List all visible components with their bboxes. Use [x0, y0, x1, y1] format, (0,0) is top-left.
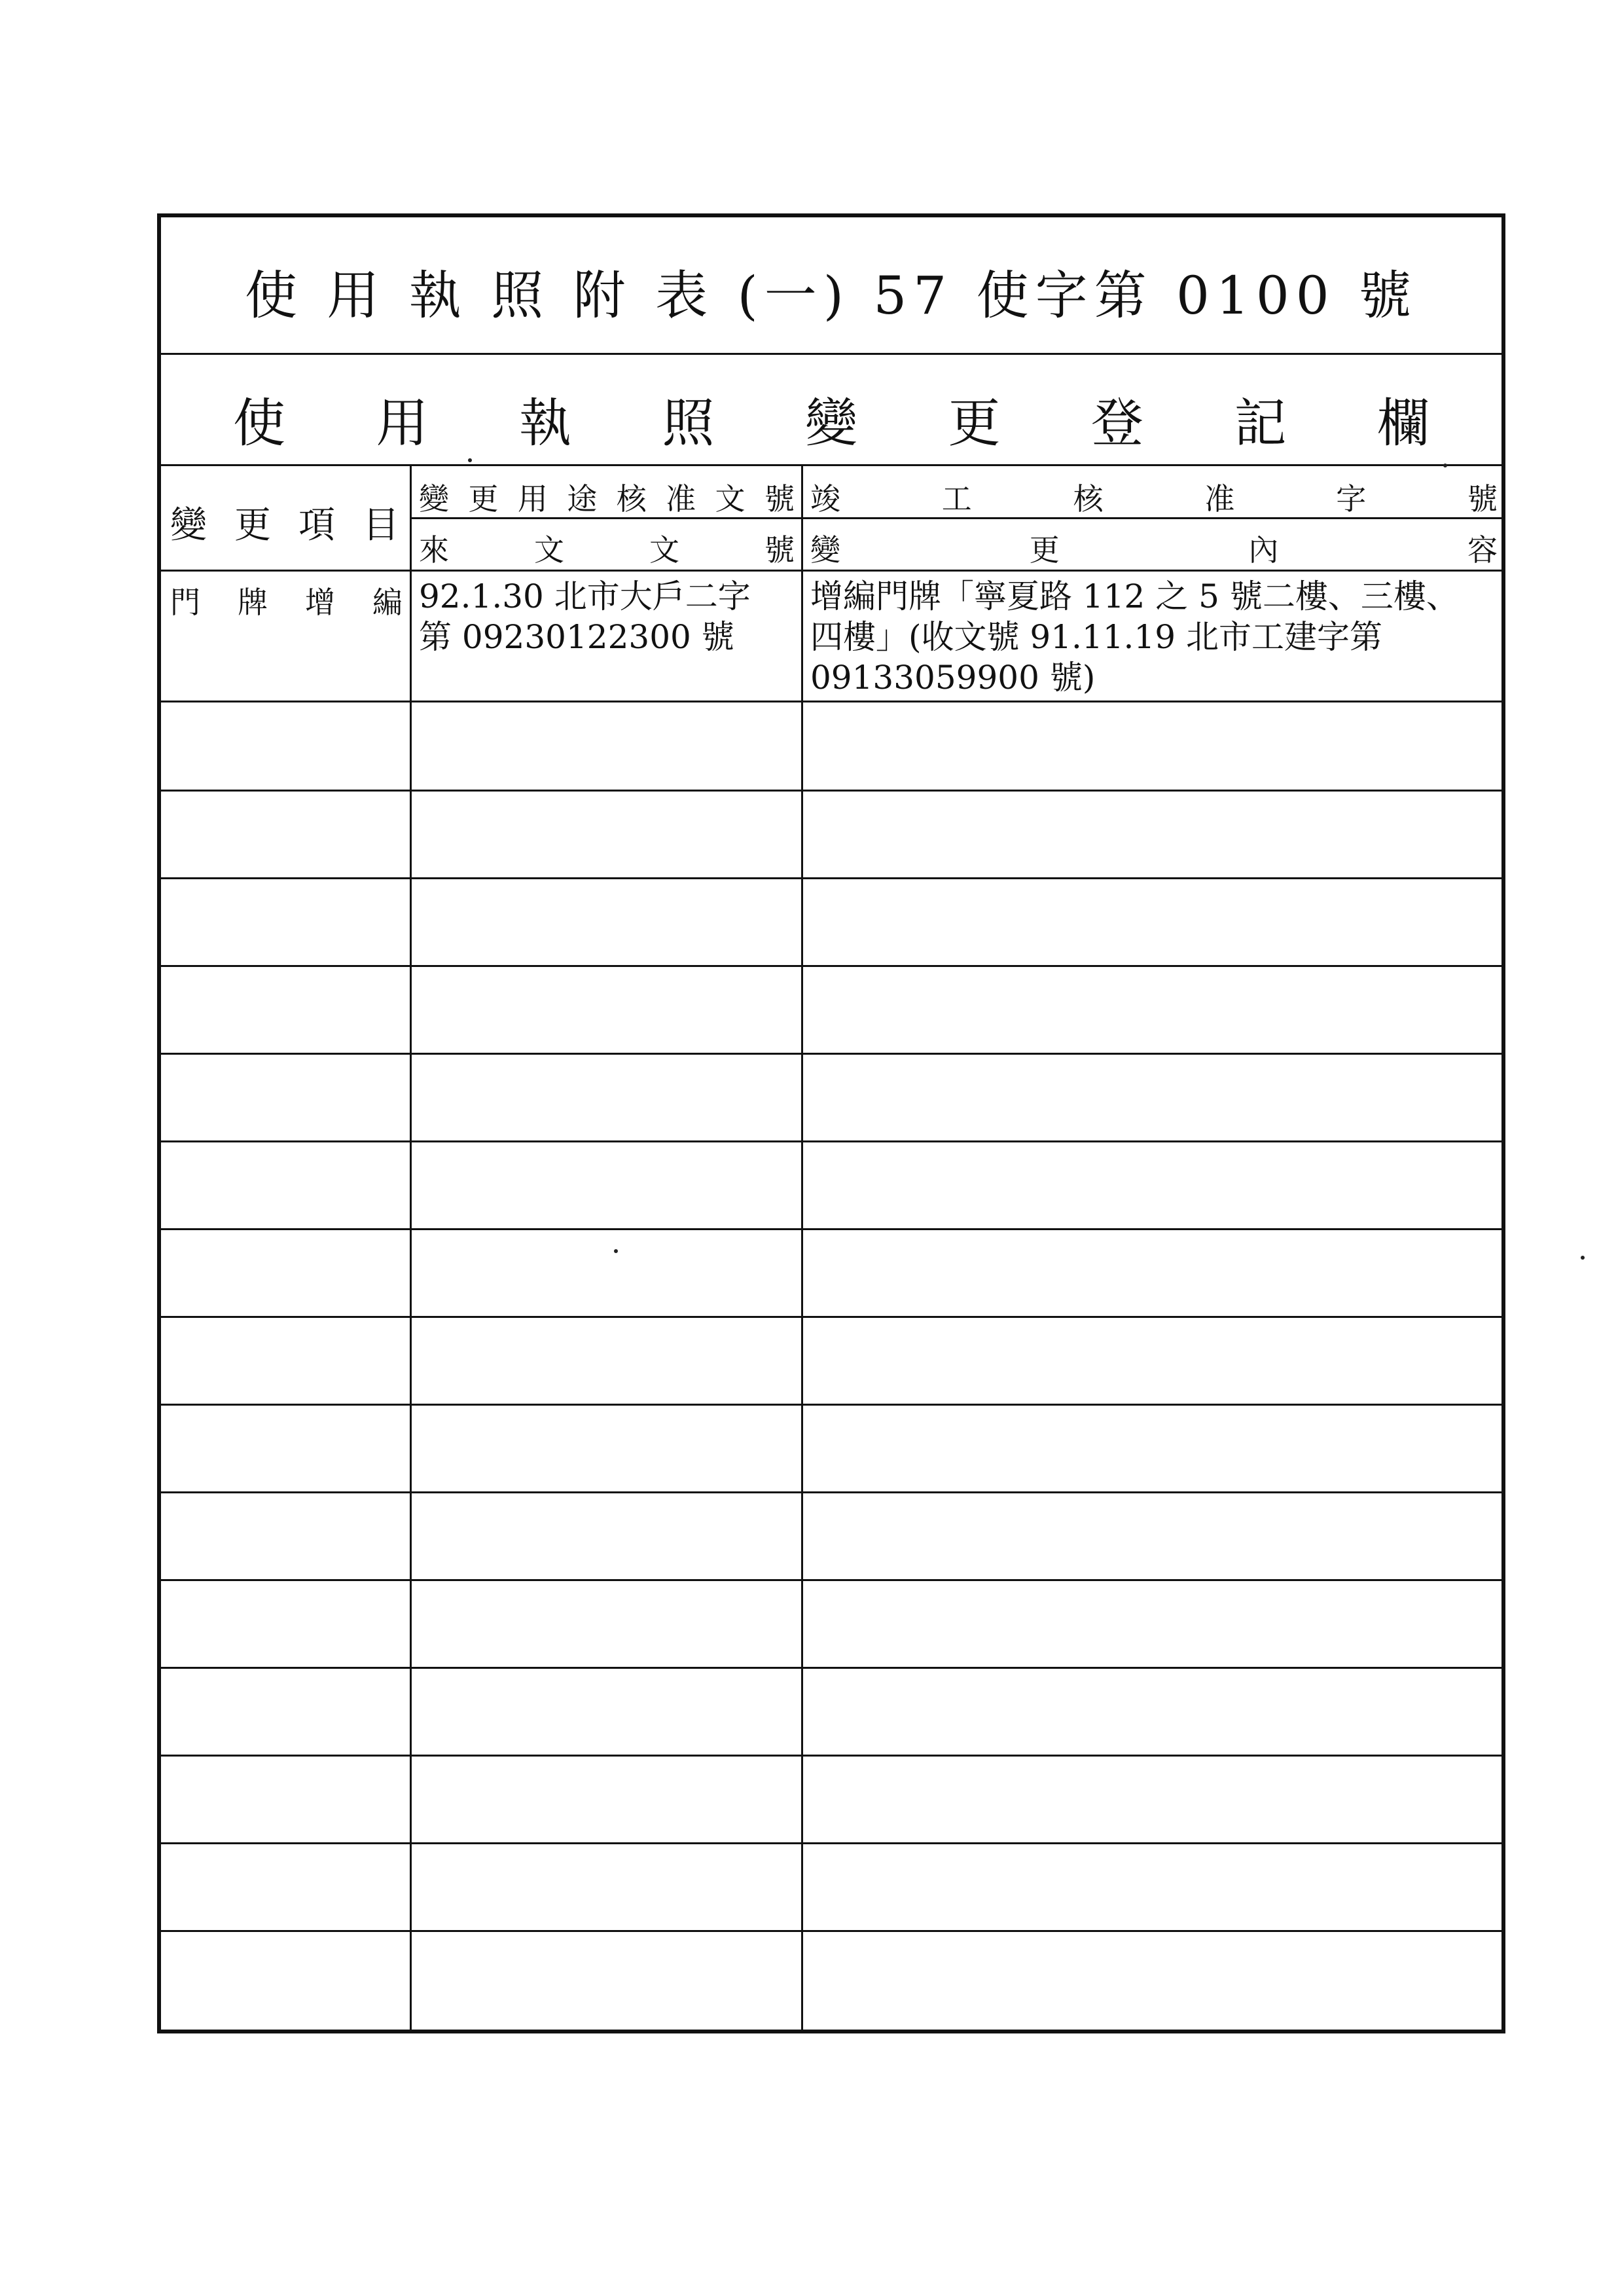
subtitle-char: 執 [519, 393, 571, 454]
subtitle-char: 記 [1234, 393, 1287, 454]
row-line [161, 1053, 1501, 1055]
row-line [161, 1316, 1501, 1318]
subtitle-char: 登 [1091, 393, 1143, 454]
scan-speck [1443, 464, 1447, 467]
form-title: 使 用 執 照 附 表 (一) 57 使字第 0100 號 [244, 265, 1418, 326]
row-line [161, 1140, 1501, 1142]
row-line [161, 1930, 1501, 1932]
subtitle [233, 381, 1429, 456]
col-header-change-item: 變 更 項 目 [170, 504, 399, 547]
subtitle-char: 用 [376, 393, 429, 454]
col-header-incoming-doc-no: 來 文 文 號 [419, 532, 795, 568]
row-change-content: 增編門牌「寧夏路 112 之 5 號二樓、三樓、 四樓」(收文號 91.11.19 北市工建字第 09133059900 號) [810, 577, 1459, 697]
row-line [161, 877, 1501, 879]
row-line [161, 1667, 1501, 1669]
subtitle-char: 使 [233, 393, 285, 454]
subtitle-char: 欄 [1377, 393, 1429, 454]
row-line [161, 1842, 1501, 1844]
row-line [161, 701, 1501, 702]
row-item-name: 門 牌 增 編 [170, 585, 403, 620]
change-record-table [161, 466, 1501, 2033]
subtitle-char: 照 [662, 393, 715, 454]
row-line [161, 1404, 1501, 1406]
row-line [161, 790, 1501, 792]
title-row [161, 217, 1501, 355]
scan-speck [1581, 1256, 1585, 1260]
scan-speck [614, 1249, 618, 1253]
scan-speck [468, 458, 472, 462]
row-line [161, 1755, 1501, 1757]
row-line [161, 1579, 1501, 1581]
subtitle-row [161, 355, 1501, 466]
col-header-change-content: 變 更 內 容 [810, 532, 1498, 568]
header-bottom-line [161, 570, 1501, 572]
usage-license-form [157, 213, 1505, 2033]
row-line [161, 965, 1501, 967]
subtitle-char: 變 [805, 393, 857, 454]
row-doc-no: 92.1.30 北市大戶二字 第 09230122300 號 [419, 577, 751, 656]
subtitle-char: 更 [948, 393, 1001, 454]
col-header-approval-doc-no: 變 更 用 途 核 准 文 號 [419, 481, 795, 517]
row-line [161, 1491, 1501, 1493]
row-line [161, 1228, 1501, 1230]
col-header-completion-approval-no: 竣 工 核 准 字 號 [810, 481, 1498, 517]
